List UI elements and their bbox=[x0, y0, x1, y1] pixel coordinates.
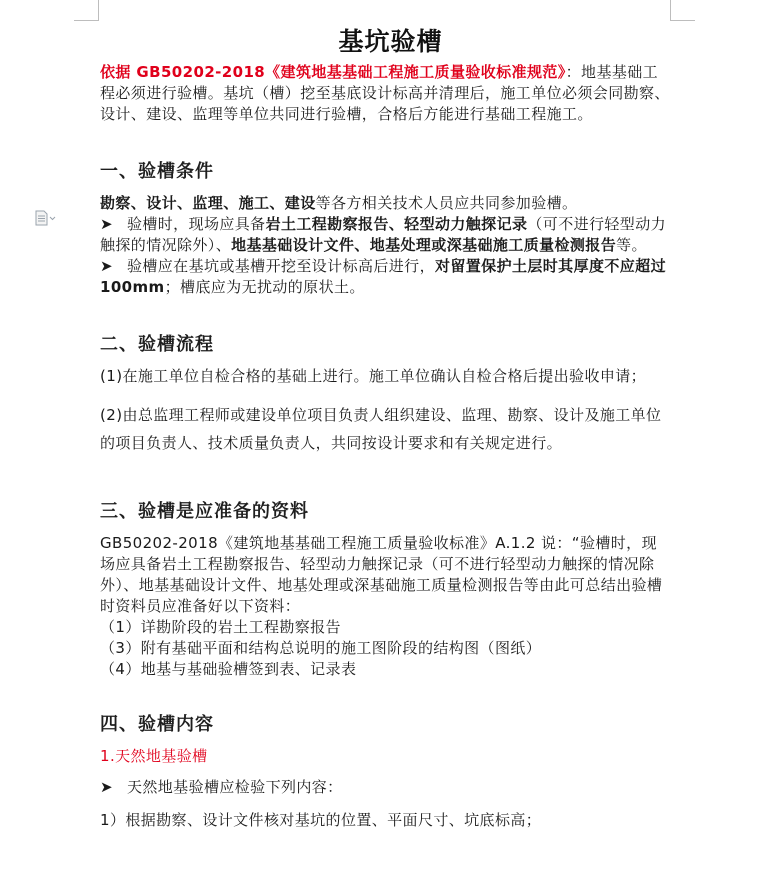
section1-bullet-1 bbox=[100, 214, 672, 256]
intro-paragraph bbox=[100, 62, 672, 125]
bullet1-text-a: 验槽时，现场应具备 bbox=[126, 215, 266, 233]
section3-item-3: （4）地基与基础验槽签到表、记录表 bbox=[100, 660, 357, 678]
intro-prefix: 依据 GB50202-2018 bbox=[100, 63, 266, 81]
section-heading-1: 一、验槽条件 bbox=[100, 161, 214, 182]
section4-item-1: 1）根据勘察、设计文件核对基坑的位置、平面尺寸、坑底标高； bbox=[100, 811, 542, 829]
section4-bullet bbox=[100, 777, 672, 798]
bullet1-text-c: （可不进行轻型动力触探的情况除外）、 bbox=[100, 215, 666, 254]
section-heading-3: 三、验槽是应准备的资料 bbox=[100, 501, 309, 522]
section-heading-2: 二、验槽流程 bbox=[100, 334, 214, 355]
section4-bullet-text: 天然地基验槽应检验下列内容： bbox=[126, 778, 343, 796]
bullet1-text-e: 等。 bbox=[616, 236, 647, 254]
section3-item-2: （3）附有基础平面和结构总说明的施工图阶段的结构图（图纸） bbox=[100, 639, 542, 657]
page-title: 基坑验槽 bbox=[338, 27, 443, 56]
bullet1-text-d: 地基基础设计文件、地基处理或深基础施工质量检测报告 bbox=[231, 236, 617, 254]
page-corner-mark-left bbox=[74, 0, 99, 21]
document-body bbox=[100, 62, 672, 831]
section3-item-1: （1）详勘阶段的岩土工程勘察报告 bbox=[100, 618, 341, 636]
section-heading-4: 四、验槽内容 bbox=[100, 714, 214, 735]
bullet-arrow-icon: ➤ bbox=[100, 257, 113, 275]
intro-standard: 《建筑地基基础工程施工质量验收标准规范》 bbox=[265, 63, 566, 81]
intro-text: ：地基基础工程必须进行验槽。基坑（槽）挖至基底设计标高并清理后，施工单位必须会同勘察、设计、建设、监理等单位共同进行验槽，合格后方能进行基础工程施工。 bbox=[100, 63, 670, 123]
section2-paragraph-1: (1)在施工单位自检合格的基础上进行。施工单位确认自检合格后提出验收申请； bbox=[100, 367, 647, 385]
section1-bold-text: 勘察、设计、监理、施工、建设 bbox=[100, 194, 316, 212]
bullet1-text-b: 岩土工程勘察报告、轻型动力触探记录 bbox=[265, 215, 528, 233]
section1-paragraph bbox=[100, 193, 672, 214]
page-corner-mark-right bbox=[670, 0, 695, 21]
bullet-arrow-icon: ➤ bbox=[100, 215, 113, 233]
bullet2-text-c: ；槽底应为无扰动的原状土。 bbox=[164, 278, 365, 296]
section3-paragraph: GB50202-2018《建筑地基基础工程施工质量验收标准》A.1.2 说：“验槽时，现场应具备岩土工程勘察报告、轻型动力触探记录（可不进行轻型动力触探的情况除外）、地基基础设计文件、地基处理或深基础施工质量检测报告等由此可总结出验槽时资料员应准备好以下资料： bbox=[100, 534, 663, 615]
bullet-arrow-icon: ➤ bbox=[100, 778, 113, 796]
document-outline-icon[interactable] bbox=[34, 210, 56, 226]
section2-paragraph-2: (2)由总监理工程师或建设单位项目负责人组织建设、监理、勘察、设计及施工单位的项目负责人、技术质量负责人，共同按设计要求和有关规定进行。 bbox=[100, 406, 662, 452]
section4-subheading: 1.天然地基验槽 bbox=[100, 747, 208, 765]
bullet2-text-a: 验槽应在基坑或基槽开挖至设计标高后进行， bbox=[126, 257, 435, 275]
section1-bullet-2 bbox=[100, 256, 672, 298]
section1-text: 等各方相关技术人员应共同参加验槽。 bbox=[315, 194, 578, 212]
bullet2-text-b: 对留置保护土层时其厚度不应超过 100mm bbox=[100, 257, 666, 296]
